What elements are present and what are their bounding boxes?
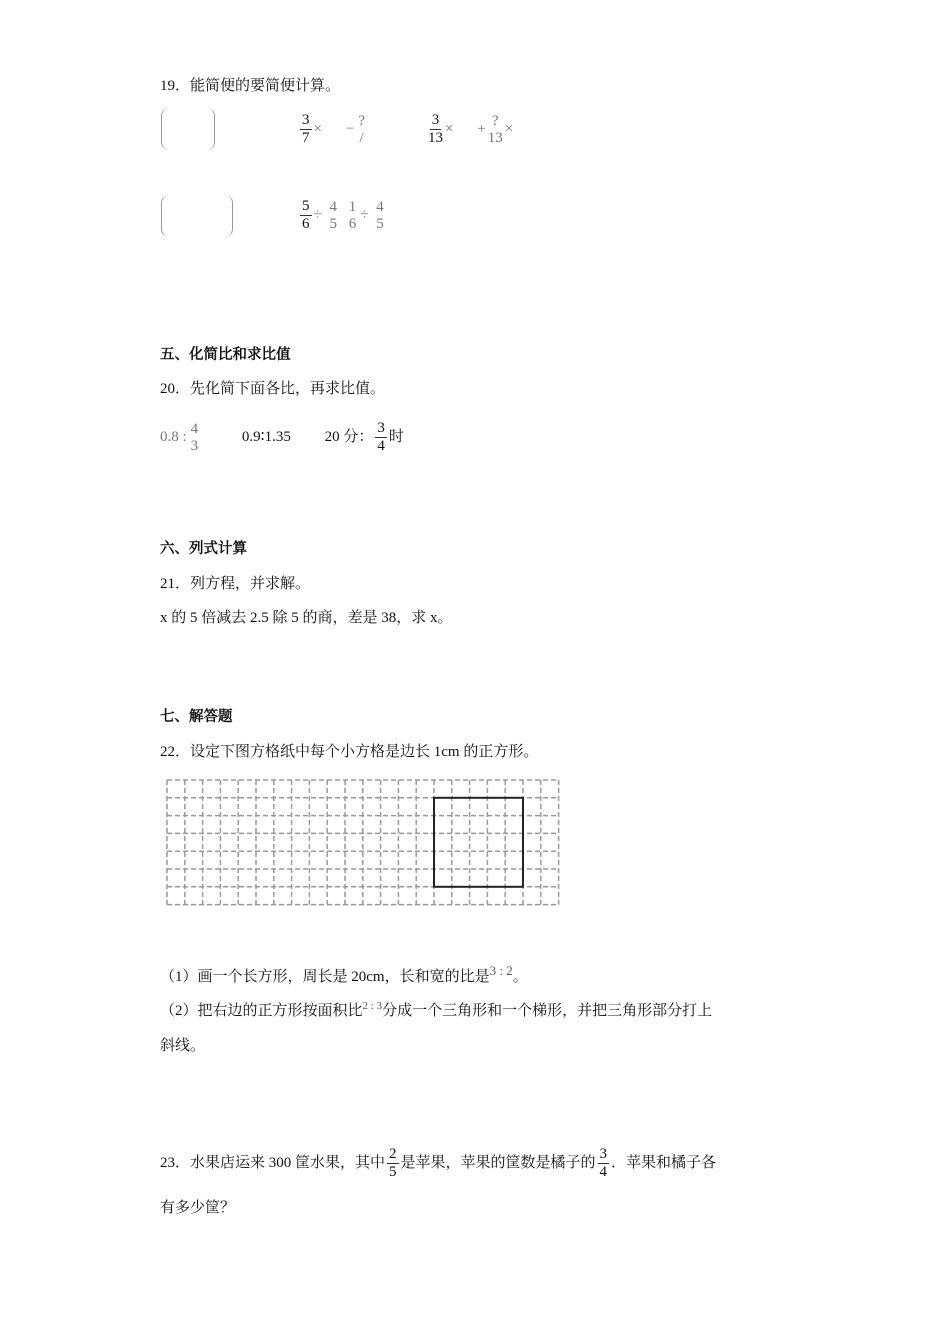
q22-part1: （1）画一个长方形，周长是 20cm，长和宽的比是3 : 2。 xyxy=(160,963,528,985)
q19-expr-2: $\frac{3}{13}$ × + ? 13 × xyxy=(428,112,514,146)
q21-title: 21．列方程，并求解。 xyxy=(160,576,311,592)
q22-part2-cont: 斜线。 xyxy=(160,1038,206,1054)
q20-ratios: 0.8 : 4 3 0.9∶1.35 20 分： $\frac{3}{4}$ 时 xyxy=(160,420,404,454)
q19-title: 19．能简便的要简便计算。 xyxy=(160,78,341,94)
q20-title: 20．先化简下面各比，再求比值。 xyxy=(160,381,386,397)
section-heading: 六、列式计算 xyxy=(160,541,247,557)
q22-part2: （2）把右边的正方形按面积比$^{2 : 3}$分成一个三角形和一个梯形，并把三角形部分打上 xyxy=(160,1000,713,1019)
q23-text: 23．水果店运来 300 筐水果，其中 $\frac{2}{5}$ 是苹果，苹果的筐数是橘子的 $\frac{3}{4}$ ．苹果和橘子各 xyxy=(160,1146,717,1180)
q23-text-cont: 有多少筐？ xyxy=(160,1200,236,1216)
section-heading: 七、解答题 xyxy=(160,709,233,725)
section-heading: 五、化简比和求比值 xyxy=(160,347,291,363)
q19-expr-3: $\frac{5}{6}$ ÷ 4 5 1 6 ÷ 4 5 xyxy=(302,198,384,232)
q21-text: x 的 5 倍减去 2.5 除 5 的商，差是 38，求 x。 xyxy=(160,610,453,626)
q19-expr-1: $\frac{3}{7}$ × − ? / xyxy=(302,112,365,146)
q22-title: 22．设定下图方格纸中每个小方格是边长 1cm 的正方形。 xyxy=(160,744,539,760)
given-square xyxy=(434,798,523,887)
